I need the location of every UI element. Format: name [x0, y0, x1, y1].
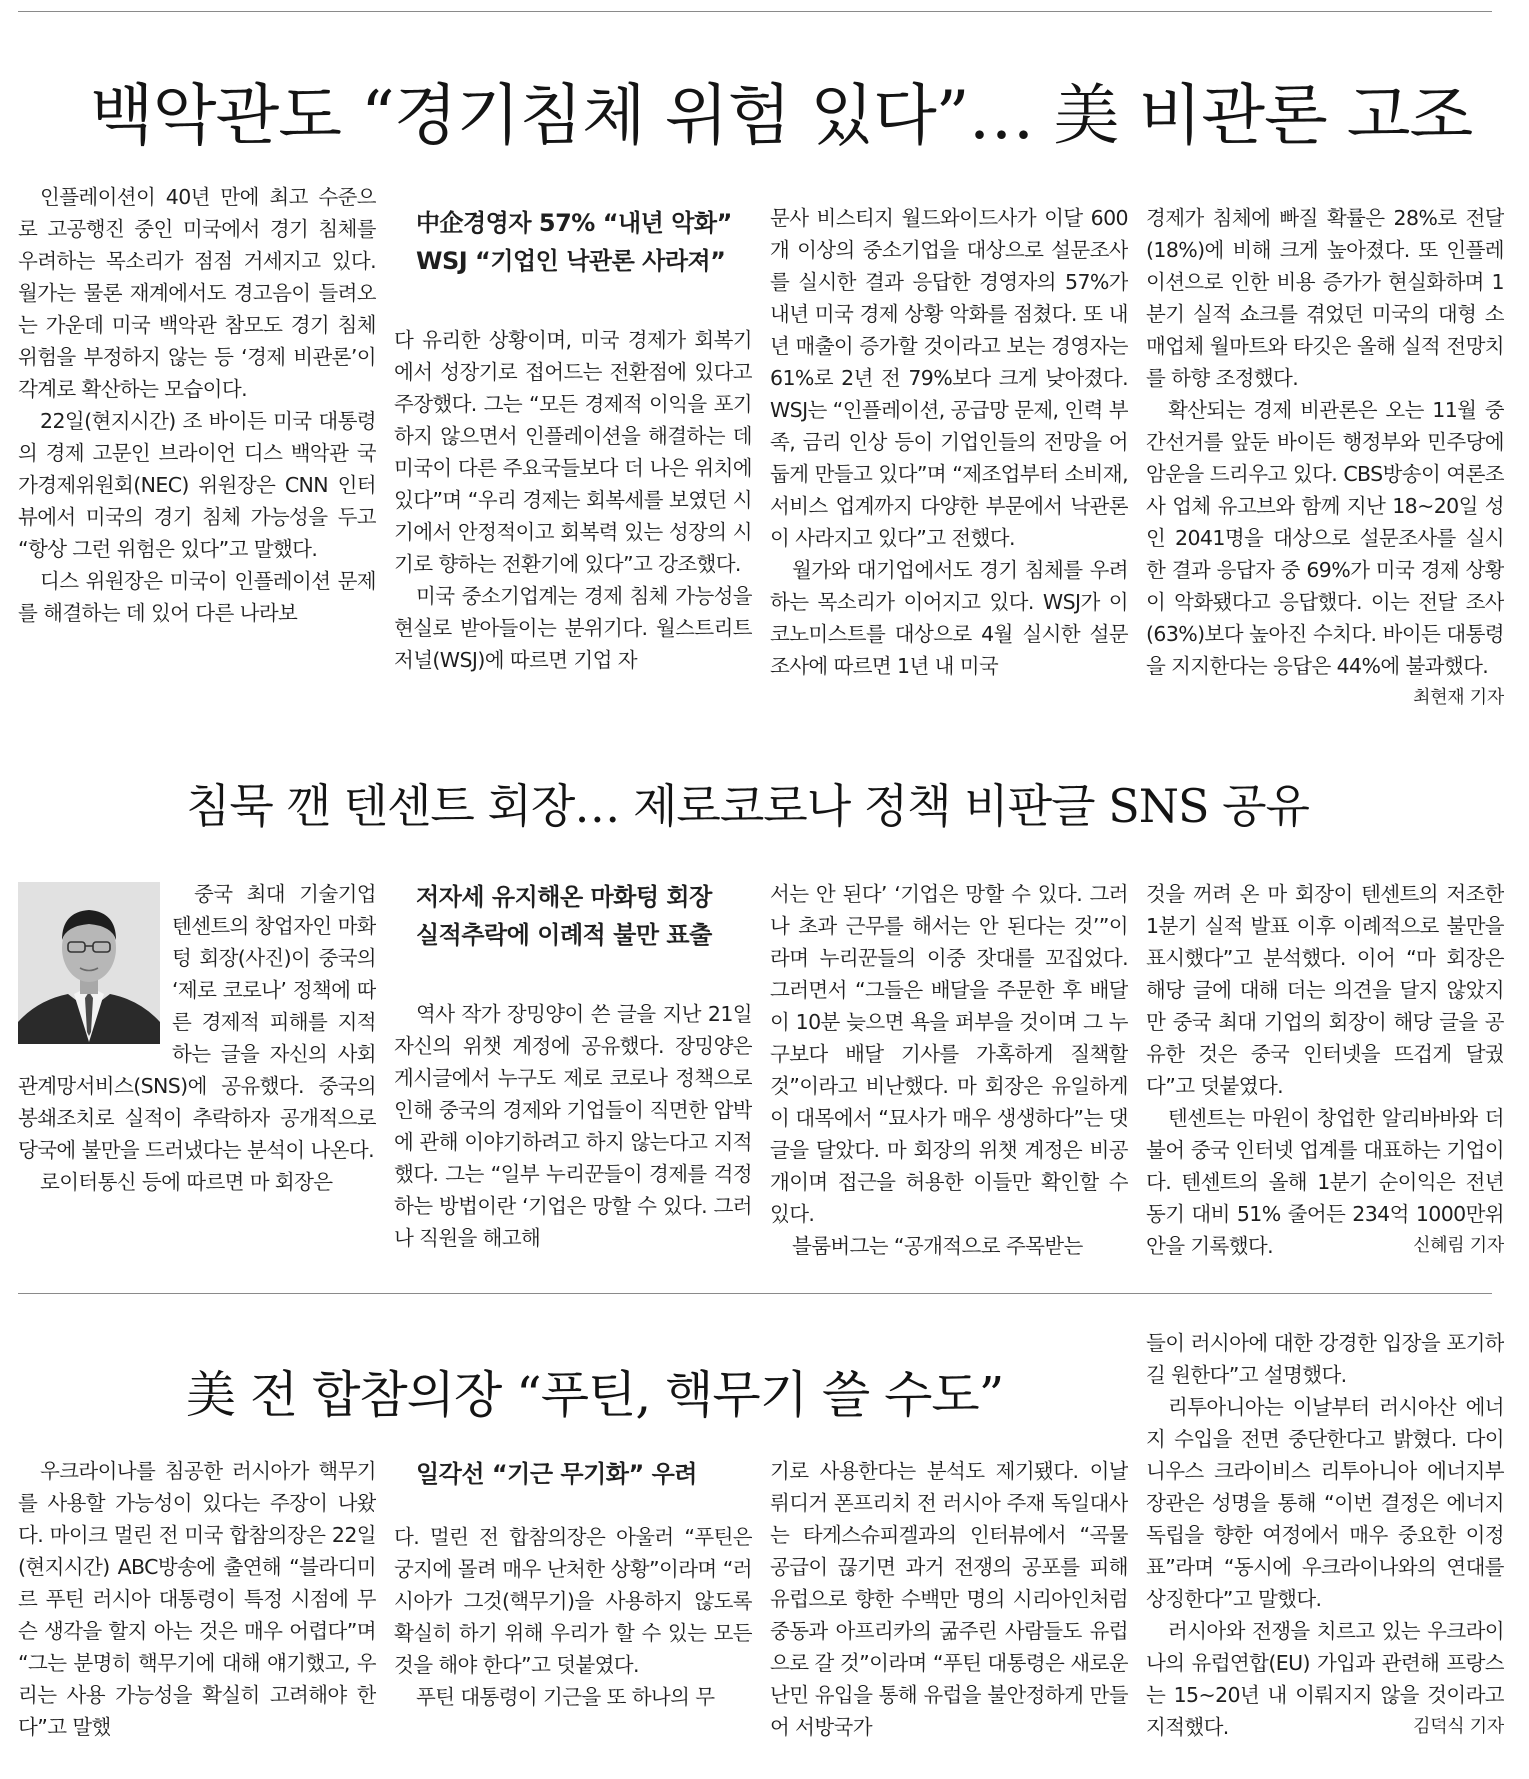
paragraph: 경제가 침체에 빠질 확률은 28%로 전달(18%)에 비해 크게 높아졌다. 또 인플레이션으로 인한 비용 증가가 현실화하며 1분기 실적 쇼크를 겪었던 미국의 대형 소매업체 월마트와 타깃은 올해 실적 전망치를 하향 조정했다.	[1146, 206, 1504, 390]
article1-col2	[394, 204, 752, 724]
paragraph	[1146, 1102, 1504, 1262]
article3-headline: 美 전 합참의장 “푸틴, 핵무기 쓸 수도”	[186, 1366, 1004, 1424]
paragraph: 월가와 대기업에서도 경기 침체를 우려하는 목소리가 이어지고 있다. WSJ가 이코노미스트를 대상으로 4월 실시한 설문조사에 따르면 1년 내 미국	[770, 558, 1128, 678]
paragraph: 역사 작가 장밍양이 쓴 글을 지난 21일 자신의 위챗 계정에 공유했다. 장밍양은 게시글에서 누구도 제로 코로나 정책으로 인해 중국의 경제와 기업들이 직면한 압박에 관해 이야기하려고 하지 않는다고 지적했다. 그는 “일부 누리꾼들이 경제를 걱정하는 방법이란 ‘기업은 망할 수 있다. 그러나 직원을 해고해	[394, 1002, 752, 1250]
byline: 최현재 기자	[1413, 687, 1504, 708]
article2-headline: 침묵 깬 텐센트 회장… 제로코로나 정책 비판글 SNS 공유	[186, 779, 1309, 833]
paragraph: 문사 비스티지 월드와이드사가 이달 600개 이상의 중소기업을 대상으로 설문조사를 실시한 결과 응답한 경영자의 57%가 내년 미국 경제 상황 악화를 점쳤다. 또 내년 매출이 증가할 것이라고 보는 경영자는 61%로 2년 전 79%보다 크게 낮아졌다. WSJ는 “인플레이션, 공급망 문제, 인력 부족, 금리 인상 등이 기업인들의 전망을 어둡게 만들고 있다”며 “제조업부터 소비재, 서비스 업계까지 다양한 부문에서 낙관론이 사라지고 있다”고 전했다.	[770, 206, 1128, 550]
section-rule	[18, 1293, 1492, 1294]
article2-subheadline	[394, 878, 752, 954]
article3-col2	[394, 1455, 752, 1777]
article3-subheadline	[394, 1455, 752, 1493]
article3-col1	[18, 1455, 376, 1777]
portrait-image	[18, 882, 160, 1044]
subheadline-line: 저자세 유지해온 마화텅 회장	[416, 883, 712, 911]
subheadline-line: 실적추락에 이례적 불만 표출	[416, 921, 712, 949]
paragraph: 서는 안 된다’ ‘기업은 망할 수 있다. 그러나 초과 근무를 해서는 안 된다는 것’”이라며 누리꾼들의 이중 잣대를 꼬집었다. 그러면서 “그들은 배달을 주문한 후 배달이 10분 늦으면 욕을 퍼부을 것이며 그 누구보다 배달 기사를 가혹하게 질책할 것”이라고 비난했다. 마 회장은 유일하게 이 대목에서 “묘사가 매우 생생하다”는 댓글을 달았다. 마 회장의 위챗 계정은 비공개이며 접근을 허용한 이들만 확인할 수 있다.	[770, 882, 1128, 1226]
article2-col3	[770, 878, 1128, 1270]
paragraph: 미국 중소기업계는 경제 침체 가능성을 현실로 받아들이는 분위기다. 월스트리트저널(WSJ)에 따르면 기업 자	[394, 584, 752, 672]
article1-col4	[1146, 202, 1504, 722]
article1-col1	[18, 181, 376, 721]
subheadline-line: 일각선 “기근 무기화” 우려	[416, 1460, 697, 1488]
paragraph-text: 텐센트는 마윈이 창업한 알리바바와 더불어 중국 인터넷 업계를 대표하는 기업이다. 텐센트의 올해 1분기 순이익은 전년 동기 대비 51% 줄어든 234억 1000만위안을 기록했다.	[1146, 1106, 1504, 1258]
paragraph: 것을 꺼려 온 마 회장이 텐센트의 저조한 1분기 실적 발표 이후 이례적으로 불만을 표시했다”고 분석했다. 이어 “마 회장은 해당 글에 대해 더는 의견을 달지 않았지만 중국 최대 기업의 회장이 해당 글을 공유한 것은 중국 인터넷을 뜨겁게 달궜다”고 덧붙였다.	[1146, 882, 1504, 1098]
paragraph: 푸틴 대통령이 기근을 또 하나의 무	[416, 1685, 715, 1709]
subheadline-line: 中企경영자 57% “내년 악화”	[416, 209, 732, 237]
mahuateng-photo	[18, 882, 160, 1044]
paragraph: 로이터통신 등에 따르면 마 회장은	[40, 1170, 333, 1194]
paragraph-text: 확산되는 경제 비관론은 오는 11월 중간선거를 앞둔 바이든 행정부와 민주당에 암운을 드리우고 있다. CBS방송이 여론조사 업체 유고브와 함께 지난 18~20일 성인 2041명을 대상으로 설문조사를 실시한 결과 응답자 중 69%가 미국 경제 상황이 악화됐다고 응답했다. 이는 전달 조사(63%)보다 높아진 수치다. 바이든 대통령을 지지한다는 응답은 44%에 불과했다.	[1146, 398, 1504, 678]
paragraph: 22일(현지시간) 조 바이든 미국 대통령의 경제 고문인 브라이언 디스 백악관 국가경제위원회(NEC) 위원장은 CNN 인터뷰에서 미국의 경기 침체 가능성을 두고 “항상 그런 위험은 있다”고 말했다.	[18, 409, 376, 561]
article3-col4	[1146, 1327, 1504, 1777]
paragraph: 리투아니아는 이날부터 러시아산 에너지 수입을 전면 중단한다고 밝혔다. 다이니우스 크라이비스 리투아니아 에너지부 장관은 성명을 통해 “이번 결정은 에너지 독립을 향한 여정에서 매우 중요한 이정표”라며 “동시에 우크라이나와의 연대를 상징한다”고 말했다.	[1146, 1395, 1504, 1611]
paragraph: 디스 위원장은 미국이 인플레이션 문제를 해결하는 데 있어 다른 나라보	[18, 569, 376, 625]
article1-col3	[770, 202, 1128, 722]
article2-col4	[1146, 878, 1504, 1270]
paragraph: 블룸버그는 “공개적으로 주목받는	[792, 1234, 1083, 1258]
article2-col1	[18, 878, 376, 1270]
subheadline-line: WSJ “기업인 낙관론 사라져”	[416, 247, 726, 275]
paragraph: 다 유리한 상황이며, 미국 경제가 회복기에서 성장기로 접어드는 전환점에 있다고 주장했다. 그는 “모든 경제적 이익을 포기하지 않으면서 인플레이션을 해결하는 데 미국이 다른 주요국들보다 더 나은 위치에 있다”며 “우리 경제는 회복세를 보였던 시기에서 안정적이고 회복력 있는 성장의 시기로 향하는 전환기에 있다”고 강조했다.	[394, 328, 752, 576]
article1-headline: 백악관도 “경기침체 위험 있다”… 美 비관론 고조	[90, 77, 1473, 154]
article2-col2	[394, 878, 752, 1270]
paragraph: 다. 멀린 전 합참의장은 아울러 “푸틴은 궁지에 몰려 매우 난처한 상황”이라며 “러시아가 그것(핵무기)을 사용하지 않도록 확실히 하기 위해 우리가 할 수 있는 모든 것을 해야 한다”고 덧붙였다.	[394, 1525, 752, 1677]
paragraph: 중국 최대 기술기업 텐센트의 창업자인 마화텅 회장(사진)이 중국의 ‘제로 코로나’ 정책에 따른 경제적 피해를 지적하는 글을 자신의 사회관계망서비스(SNS)에 공유했다. 중국의 봉쇄조치로 실적이 추락하자 공개적으로 당국에 불만을 드러냈다는 분석이 나온다.	[18, 882, 376, 1162]
paragraph: 우크라이나를 침공한 러시아가 핵무기를 사용할 가능성이 있다는 주장이 나왔다. 마이크 멀린 전 미국 합참의장은 22일(현지시간) ABC방송에 출연해 “블라디미르 푸틴 러시아 대통령이 특정 시점에 무슨 생각을 할지 아는 것은 매우 어렵다”며 “그는 분명히 핵무기에 대해 얘기했고, 우리는 사용 가능성을 확실히 고려해야 한다”고 말했	[18, 1459, 376, 1739]
paragraph: 인플레이션이 40년 만에 최고 수준으로 고공행진 중인 미국에서 경기 침체를 우려하는 목소리가 점점 거세지고 있다. 월가는 물론 재계에서도 경고음이 들려오는 가운데 미국 백악관 참모도 경기 침체 위험을 부정하지 않는 등 ‘경제 비관론’이 각계로 확산하는 모습이다.	[18, 185, 376, 401]
paragraph	[1146, 1615, 1504, 1743]
top-rule	[18, 11, 1492, 12]
paragraph	[1146, 394, 1504, 708]
paragraph: 기로 사용한다는 분석도 제기됐다. 이날 뤼디거 폰프리치 전 러시아 주재 독일대사는 타게스슈피겔과의 인터뷰에서 “곡물 공급이 끊기면 과거 전쟁의 공포를 피해 유럽으로 향한 수백만 명의 시리아인처럼 중동과 아프리카의 굶주린 사람들도 유럽으로 갈 것”이라며 “푸틴 대통령은 새로운 난민 유입을 통해 유럽을 불안정하게 만들어 서방국가	[770, 1459, 1128, 1739]
byline: 신혜림 기자	[1413, 1235, 1504, 1256]
paragraph-text: 러시아와 전쟁을 치르고 있는 우크라이나의 유럽연합(EU) 가입과 관련해 프랑스는 15~20년 내 이뤄지지 않을 것이라고 지적했다.	[1146, 1619, 1504, 1739]
byline: 김덕식 기자	[1413, 1716, 1504, 1737]
paragraph: 들이 러시아에 대한 강경한 입장을 포기하길 원한다”고 설명했다.	[1146, 1331, 1504, 1387]
article1-subheadline	[394, 204, 752, 280]
article3-col3	[770, 1455, 1128, 1777]
